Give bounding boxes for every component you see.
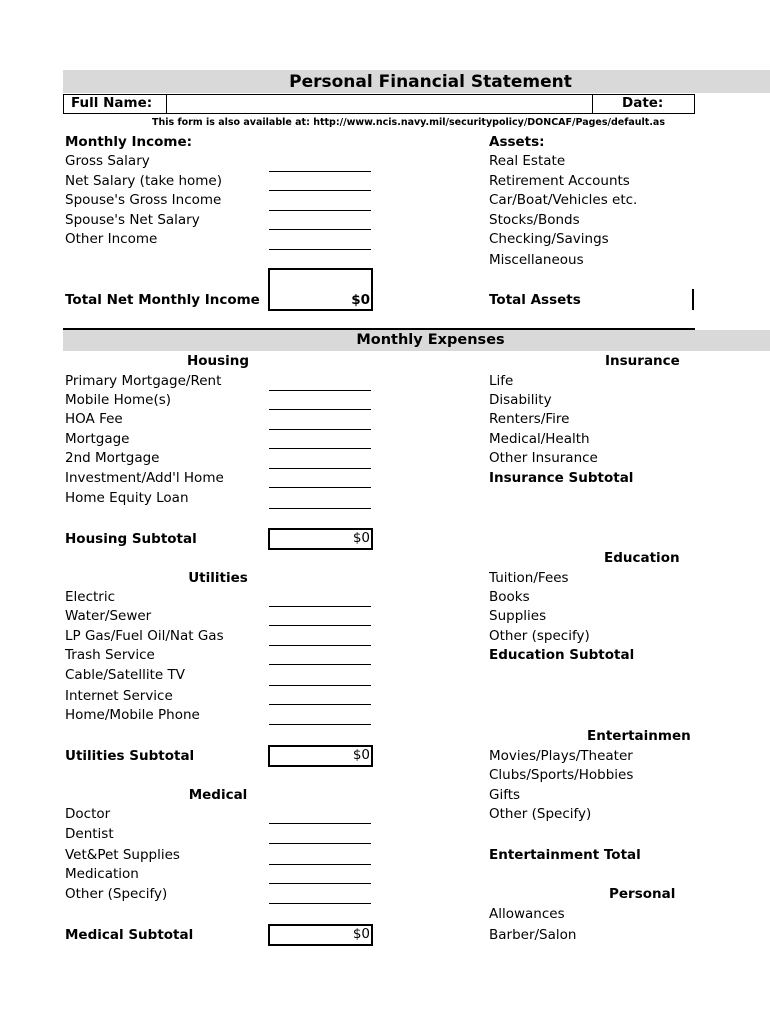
insurance-item: Renters/Fire	[489, 411, 570, 427]
insurance-item: Life	[489, 373, 514, 389]
utilities-item: Internet Service	[65, 688, 173, 704]
education-item: Other (specify)	[489, 628, 590, 644]
entertainment-item: Movies/Plays/Theater	[489, 748, 633, 764]
income-input-line[interactable]	[269, 190, 371, 191]
total-income-value: $0	[351, 292, 370, 308]
housing-heading: Housing	[186, 353, 250, 369]
housing-input-line[interactable]	[269, 508, 371, 509]
housing-input-line[interactable]	[269, 409, 371, 410]
full-name-label: Full Name:	[71, 95, 153, 111]
education-item: Books	[489, 589, 530, 605]
medical-item: Dentist	[65, 826, 114, 842]
housing-subtotal-value: $0	[352, 530, 370, 546]
entertainment-total-label: Entertainment Total	[489, 847, 641, 863]
asset-item: Retirement Accounts	[489, 173, 630, 189]
page-title: Personal Financial Statement	[289, 72, 572, 92]
education-item: Supplies	[489, 608, 547, 624]
housing-item: Primary Mortgage/Rent	[65, 373, 222, 389]
medical-input-line[interactable]	[269, 843, 371, 844]
income-item: Spouse's Net Salary	[65, 212, 200, 228]
divider	[592, 94, 593, 114]
income-item: Net Salary (take home)	[65, 173, 222, 189]
full-name-field[interactable]	[167, 95, 592, 113]
personal-heading: Personal	[609, 886, 676, 902]
income-heading: Monthly Income:	[65, 134, 193, 150]
medical-input-line[interactable]	[269, 883, 371, 884]
asset-item: Stocks/Bonds	[489, 212, 580, 228]
income-input-line[interactable]	[269, 171, 371, 172]
insurance-item: Medical/Health	[489, 431, 590, 447]
utilities-item: Cable/Satellite TV	[65, 667, 185, 683]
utilities-subtotal-label: Utilities Subtotal	[65, 748, 195, 764]
utilities-item: Electric	[65, 589, 116, 605]
medical-item: Medication	[65, 866, 139, 882]
education-subtotal-label: Education Subtotal	[489, 647, 635, 663]
income-input-line[interactable]	[269, 229, 371, 230]
total-assets-edge	[692, 289, 694, 310]
insurance-item: Disability	[489, 392, 552, 408]
education-item: Tuition/Fees	[489, 570, 569, 586]
housing-input-line[interactable]	[269, 429, 371, 430]
utilities-heading: Utilities	[188, 570, 248, 586]
utilities-input-line[interactable]	[269, 625, 371, 626]
utilities-subtotal-value: $0	[352, 747, 370, 763]
income-item: Spouse's Gross Income	[65, 192, 222, 208]
insurance-heading: Insurance	[605, 353, 680, 369]
income-item: Other Income	[65, 231, 158, 247]
entertainment-item: Gifts	[489, 787, 521, 803]
utilities-item: Trash Service	[65, 647, 155, 663]
personal-item: Allowances	[489, 906, 565, 922]
utilities-input-line[interactable]	[269, 606, 371, 607]
availability-note: This form is also available at: http://www.ncis.navy.mil/securitypolicy/DONCAF/Pages/default.as	[152, 117, 665, 128]
medical-heading: Medical	[188, 787, 248, 803]
housing-item: Mortgage	[65, 431, 130, 447]
entertainment-item: Other (Specify)	[489, 806, 592, 822]
assets-heading: Assets:	[489, 134, 545, 150]
utilities-input-line[interactable]	[269, 645, 371, 646]
medical-input-line[interactable]	[269, 823, 371, 824]
asset-item: Real Estate	[489, 153, 566, 169]
medical-input-line[interactable]	[269, 864, 371, 865]
personal-item: Barber/Salon	[489, 927, 577, 943]
expenses-title: Monthly Expenses	[356, 332, 505, 348]
medical-subtotal-value: $0	[352, 926, 370, 942]
housing-item: Investment/Add'l Home	[65, 470, 224, 486]
insurance-item: Other Insurance	[489, 450, 598, 466]
total-assets-label: Total Assets	[489, 292, 581, 308]
housing-item: 2nd Mortgage	[65, 450, 160, 466]
housing-input-line[interactable]	[269, 448, 371, 449]
medical-subtotal-label: Medical Subtotal	[65, 927, 194, 943]
housing-item: Home Equity Loan	[65, 490, 189, 506]
entertainment-heading: Entertainmen	[587, 728, 691, 744]
income-input-line[interactable]	[269, 210, 371, 211]
housing-input-line[interactable]	[269, 390, 371, 391]
utilities-input-line[interactable]	[269, 704, 371, 705]
utilities-item: Home/Mobile Phone	[65, 707, 200, 723]
asset-item: Car/Boat/Vehicles etc.	[489, 192, 638, 208]
total-income-label: Total Net Monthly Income	[65, 292, 260, 308]
housing-input-line[interactable]	[269, 487, 371, 488]
income-input-line[interactable]	[269, 249, 371, 250]
insurance-subtotal-label: Insurance Subtotal	[489, 470, 634, 486]
entertainment-item: Clubs/Sports/Hobbies	[489, 767, 634, 783]
income-item: Gross Salary	[65, 153, 150, 169]
utilities-input-line[interactable]	[269, 664, 371, 665]
medical-input-line[interactable]	[269, 903, 371, 904]
housing-subtotal-label: Housing Subtotal	[65, 531, 197, 547]
education-heading: Education	[604, 550, 680, 566]
housing-item: HOA Fee	[65, 411, 123, 427]
housing-item: Mobile Home(s)	[65, 392, 172, 408]
utilities-input-line[interactable]	[269, 685, 371, 686]
housing-input-line[interactable]	[269, 468, 371, 469]
medical-item: Other (Specify)	[65, 886, 168, 902]
asset-item: Checking/Savings	[489, 231, 609, 247]
asset-item: Miscellaneous	[489, 252, 584, 268]
utilities-item: LP Gas/Fuel Oil/Nat Gas	[65, 628, 224, 644]
utilities-input-line[interactable]	[269, 724, 371, 725]
medical-item: Doctor	[65, 806, 111, 822]
utilities-item: Water/Sewer	[65, 608, 152, 624]
medical-item: Vet&Pet Supplies	[65, 847, 180, 863]
date-label: Date:	[622, 95, 664, 111]
